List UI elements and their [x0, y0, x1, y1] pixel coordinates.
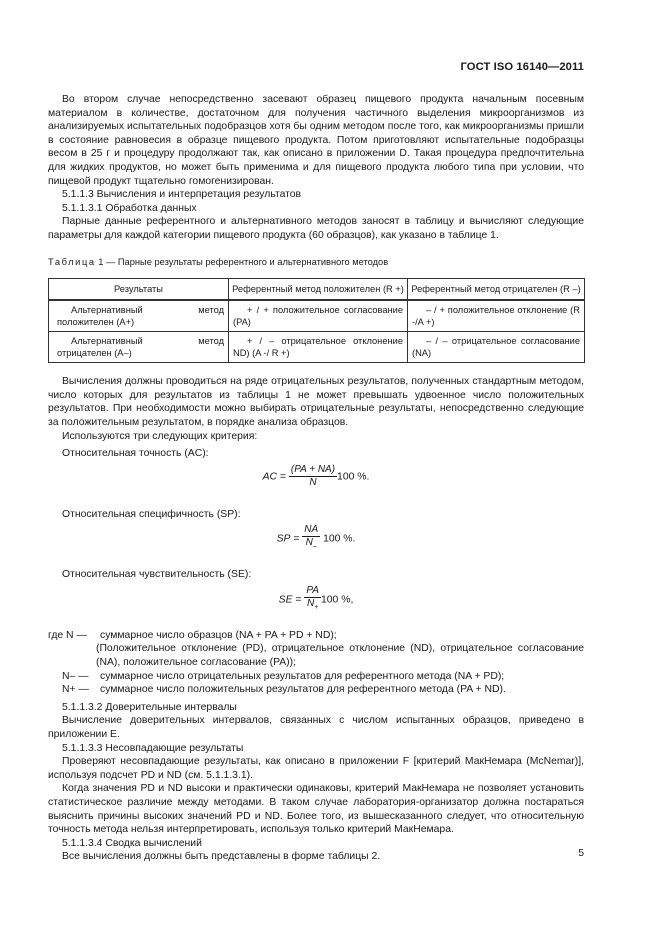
table1-caption — [48, 256, 584, 270]
formula-sp-eq: = — [290, 533, 303, 545]
paragraph-summary: Все вычисления должны быть представлены в форме таблицы 2. — [62, 851, 381, 863]
paragraph-confidence: Вычисление доверительных интервалов, связанных с числом испытанных образцов, приведено в приложении Е. — [48, 715, 584, 741]
table-row — [49, 300, 585, 332]
formula-ac-lhs: AC — [262, 470, 278, 482]
standard-header: ГОСТ ISO 16140—2011 — [460, 61, 584, 73]
table1-caption-prefix: Таблица — [48, 256, 96, 267]
paragraph-negative-results: Вычисления должны проводиться на ряде отрицательных результатов, полученных стандартным методом, число которых для результатов из таблицы 1 не может превышать удвоенное число положительных результатов. При необходимости можно выбирать отрицательные результаты, непосредственно следующие за положительным результатом, в порядке анализа образцов. — [48, 376, 584, 428]
label-specificity: Относительная специфичность (SP): — [62, 508, 241, 520]
formula-sp-fraction — [302, 524, 320, 553]
table-cell-alt-negative: Альтернативный метод отрицателен (А–) — [49, 332, 229, 363]
table-header-ref-negative: Референтный метод отрицателен (R –) — [408, 279, 585, 301]
formula-specificity — [48, 524, 584, 562]
formula-se-denominator: N — [307, 597, 315, 609]
where-n-label: где N — — [48, 629, 87, 641]
section-5-1-1-3: 5.1.1.3 Вычисления и интерпретация результатов — [62, 189, 302, 201]
where-n-continuation: (Положительное отклонение (PD), отрицательное отклонение (ND), отрицательное согласование (NA), положительное согласование (PA)); — [96, 643, 584, 669]
page-content — [48, 93, 584, 864]
where-nminus-text: суммарное число отрицательных результатов для референтного метода (NA + PD); — [100, 670, 505, 682]
paragraph-inoculation: Во втором случае непосредственно засевают образец пищевого продукта начальным посевным материалом в количестве, достаточном для получения частичного выделения микроорганизмов из анализируемых испытательных подобразцов хотя бы одним методом после того, как микроорганизмы пришли в состояние равновесия в образце пищевого продукта. Потом приготовляют испытательные подобразцы весом в 25 г и процедуру продолжают так, как описано в приложении D. Такая процедура предпочтительна для жидких продуктов, но может быть применима и для пищевого продукта любого типа при условии, что пищевой продукт тщательно гомогенизирован. — [48, 94, 584, 187]
label-sensitivity: Относительная чувствительность (SE): — [62, 569, 252, 581]
formula-se-eq: = — [292, 594, 305, 606]
table-header-ref-positive: Референтный метод положителен (R +) — [229, 279, 408, 301]
table-cell-negative-deviation: + / – отрицательное отклонение ND) (A -/ R +) — [229, 332, 408, 363]
label-accuracy: Относительная точность (AC): — [62, 448, 209, 460]
section-5-1-1-3-1: 5.1.1.3.1 Обработка данных — [62, 202, 197, 214]
formula-ac-fraction — [289, 464, 337, 489]
where-n-text: суммарное число образцов (NA + PA + PD + ND); — [100, 629, 337, 641]
formula-sensitivity — [48, 585, 584, 623]
table-cell-alt-positive: Альтернативный метод положителен (А+) — [49, 300, 229, 332]
where-n-row — [48, 629, 584, 643]
table-header-row — [49, 279, 585, 301]
section-5-1-1-3-2: 5.1.1.3.2 Доверительные интервалы — [62, 701, 237, 713]
section-5-1-1-3-3: 5.1.1.3.3 Несовпадающие результаты — [62, 742, 244, 754]
where-nplus-text: суммарное число положительных результатов для референтного метода (PA + ND). — [100, 684, 506, 696]
formula-sp-rhs: 100 %. — [320, 533, 356, 545]
formula-ac-denominator: N — [309, 476, 317, 488]
where-nplus-label: N+ — — [62, 684, 89, 696]
formula-ac-eq: = — [277, 470, 289, 482]
page-number: 5 — [578, 848, 584, 859]
formula-se-denominator-sub: + — [314, 603, 319, 611]
formula-se-denominator-wrap — [304, 598, 321, 614]
formula-ac-rhs: 100 %. — [337, 470, 370, 482]
where-nplus-row — [48, 683, 584, 697]
formula-sp-denominator: N — [305, 537, 313, 549]
table-cell-positive-deviation: – / + положительное отклонение (R -/A +) — [408, 300, 585, 332]
where-nminus-row — [48, 670, 584, 684]
formula-sp-denominator-sub: – — [312, 543, 317, 551]
table-header-results: Результаты — [49, 279, 229, 301]
table-cell-pa: + / + положительное согласование (PA) — [229, 300, 408, 332]
paragraph-pd-nd: Когда значения PD и ND высоки и практически одинаковы, критерий МакНемара не позволяет установить статистическое различие между методами. В таком случае лаборатория-организатор должна постараться выяснить причины высоких значений PD и ND. Более того, из вышесказанного следует, что относительную точность метода нельзя интерпретировать, используя только критерий МакНемара. — [48, 783, 584, 836]
paragraph-mcnemar: Проверяют несовпадающие результаты, как описано в приложении F [критерий МакНемара (McNemar)], используя подсчет PD и ND (см. 5.1.1.3.1). — [48, 756, 584, 781]
table1-paired-results — [48, 278, 585, 363]
formula-sp-denominator-wrap — [302, 537, 320, 553]
formula-sp-lhs: SP — [276, 533, 291, 545]
table1-caption-text: 1 — Парные результаты референтного и альтернативного методов — [95, 256, 389, 267]
formula-se-rhs: 100 %, — [320, 594, 354, 606]
formula-se-numerator: PA — [306, 584, 319, 596]
formula-ac-numerator: (PA + NA) — [290, 463, 336, 475]
paragraph-criteria: Используются три следующих критерия: — [62, 430, 258, 442]
section-5-1-1-3-4: 5.1.1.3.4 Сводка вычислений — [62, 837, 202, 849]
formula-accuracy — [48, 464, 584, 502]
formula-se-fraction — [304, 585, 321, 614]
table-cell-na: – / – отрицательное согласование (NA) — [408, 332, 585, 363]
formula-sp-numerator: NA — [304, 524, 319, 536]
where-nminus-label: N– — — [62, 670, 89, 682]
formula-se-lhs: SE — [278, 594, 293, 606]
paragraph-paired-data: Парные данные референтного и альтернативного методов заносят в таблицу и вычисляют следующие параметры для каждой категории пищевого продукта (60 образцов), как указано в таблице 1. — [48, 216, 584, 241]
table-row — [49, 332, 585, 363]
